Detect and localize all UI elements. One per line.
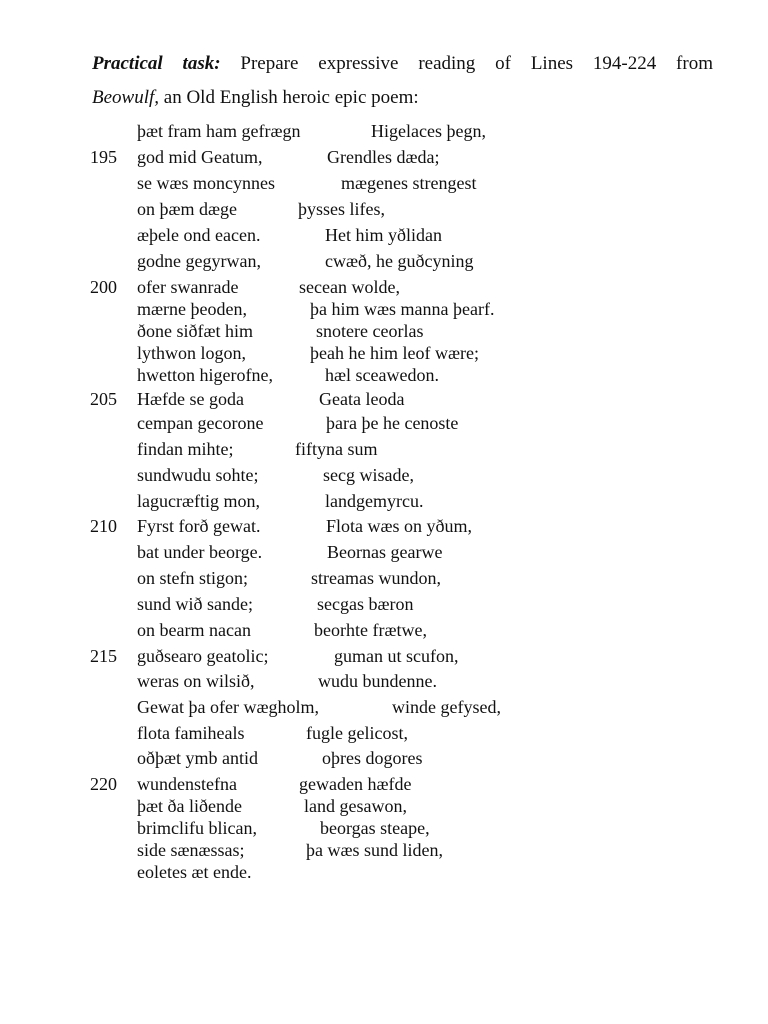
verse-second-half: þysses lifes, bbox=[298, 199, 385, 219]
verse-second-half: þa him wæs manna þearf. bbox=[310, 299, 495, 319]
verse-first-half: sundwudu sohte; bbox=[137, 465, 259, 485]
verse-second-half: Geata leoda bbox=[319, 389, 405, 409]
verse-second-half: þara þe he cenoste bbox=[326, 413, 459, 433]
verse-first-half: þæt fram ham gefrægn bbox=[137, 121, 301, 141]
verse-first-half: eoletes æt ende. bbox=[137, 862, 252, 882]
poem-description: an Old English heroic epic poem: bbox=[159, 87, 419, 108]
verse-second-half: secean wolde, bbox=[299, 277, 400, 297]
verse-first-half: weras on wilsið, bbox=[137, 671, 255, 691]
verse-second-half: guman ut scufon, bbox=[334, 646, 459, 666]
verse-second-half: streamas wundon, bbox=[311, 568, 441, 588]
verse-first-half: brimclifu blican, bbox=[137, 818, 257, 838]
line-number: 215 bbox=[90, 646, 117, 666]
verse-first-half: þæt ða liðende bbox=[137, 796, 242, 816]
verse-first-half: Gewat þa ofer wægholm, bbox=[137, 697, 319, 717]
verse-second-half: þeah he him leof wære; bbox=[310, 343, 479, 363]
verse-second-half: secg wisade, bbox=[323, 465, 414, 485]
verse-second-half: landgemyrcu. bbox=[325, 491, 424, 511]
verse-first-half: mærne þeoden, bbox=[137, 299, 247, 319]
verse-second-half: fugle gelicost, bbox=[306, 723, 408, 743]
verse-second-half: secgas bæron bbox=[317, 594, 414, 614]
verse-first-half: hwetton higerofne, bbox=[137, 365, 273, 385]
line-number: 220 bbox=[90, 774, 117, 794]
verse-first-half: flota famiheals bbox=[137, 723, 245, 743]
verse-second-half: snotere ceorlas bbox=[316, 321, 424, 341]
verse-first-half: wundenstefna bbox=[137, 774, 237, 794]
verse-first-half: se wæs moncynnes bbox=[137, 173, 275, 193]
line-number: 210 bbox=[90, 516, 117, 536]
verse-second-half: oþres dogores bbox=[322, 748, 423, 768]
verse-first-half: Hæfde se goda bbox=[137, 389, 244, 409]
verse-first-half: bat under beorge. bbox=[137, 542, 263, 562]
verse-first-half: on þæm dæge bbox=[137, 199, 238, 219]
verse-first-half: æþele ond eacen. bbox=[137, 225, 261, 245]
verse-first-half: sund wið sande; bbox=[137, 594, 253, 614]
verse-second-half: land gesawon, bbox=[304, 796, 407, 816]
verse-second-half: Het him yðlidan bbox=[325, 225, 442, 245]
verse-first-half: on bearm nacan bbox=[137, 620, 251, 640]
verse-second-half: hæl sceawedon. bbox=[325, 365, 439, 385]
verse-first-half: findan mihte; bbox=[137, 439, 234, 459]
verse-second-half: beorhte frætwe, bbox=[314, 620, 427, 640]
verse-second-half: beorgas steape, bbox=[320, 818, 430, 838]
line-number: 205 bbox=[90, 389, 117, 409]
verse-first-half: lythwon logon, bbox=[137, 343, 247, 363]
line-number: 195 bbox=[90, 147, 117, 167]
task-intro-line-1 bbox=[92, 54, 713, 74]
verse-first-half: guðsearo geatolic; bbox=[137, 646, 269, 666]
verse-first-half: on stefn stigon; bbox=[137, 568, 248, 588]
verse-second-half: cwæð, he guðcyning bbox=[325, 251, 474, 271]
verse-first-half: Fyrst forð gewat. bbox=[137, 516, 261, 536]
verse-first-half: side sænæssas; bbox=[137, 840, 245, 860]
verse-first-half: god mid Geatum, bbox=[137, 147, 263, 167]
verse-second-half: gewaden hæfde bbox=[299, 774, 412, 794]
verse-second-half: mægenes strengest bbox=[341, 173, 477, 193]
task-label: Practical task: bbox=[92, 53, 221, 74]
verse-first-half: godne gegyrwan, bbox=[137, 251, 261, 271]
verse-second-half: Higelaces þegn, bbox=[371, 121, 486, 141]
verse-second-half: wudu bundenne. bbox=[318, 671, 437, 691]
verse-second-half: Beornas gearwe bbox=[327, 542, 443, 562]
verse-first-half: ðone siðfæt him bbox=[137, 321, 253, 341]
task-intro-line-2 bbox=[92, 88, 713, 108]
verse-first-half: lagucræftig mon, bbox=[137, 491, 260, 511]
verse-second-half: Grendles dæda; bbox=[327, 147, 440, 167]
verse-first-half: cempan gecorone bbox=[137, 413, 264, 433]
task-instruction: Prepare expressive reading of Lines 194-224 from bbox=[220, 53, 713, 74]
line-number: 200 bbox=[90, 277, 117, 297]
verse-second-half: Flota wæs on yðum, bbox=[326, 516, 473, 536]
verse-first-half: oðþæt ymb antid bbox=[137, 748, 258, 768]
verse-second-half: fiftyna sum bbox=[295, 439, 378, 459]
verse-second-half: þa wæs sund liden, bbox=[306, 840, 443, 860]
verse-first-half: ofer swanrade bbox=[137, 277, 239, 297]
poem-title: Beowulf, bbox=[92, 87, 160, 108]
verse-second-half: winde gefysed, bbox=[392, 697, 501, 717]
